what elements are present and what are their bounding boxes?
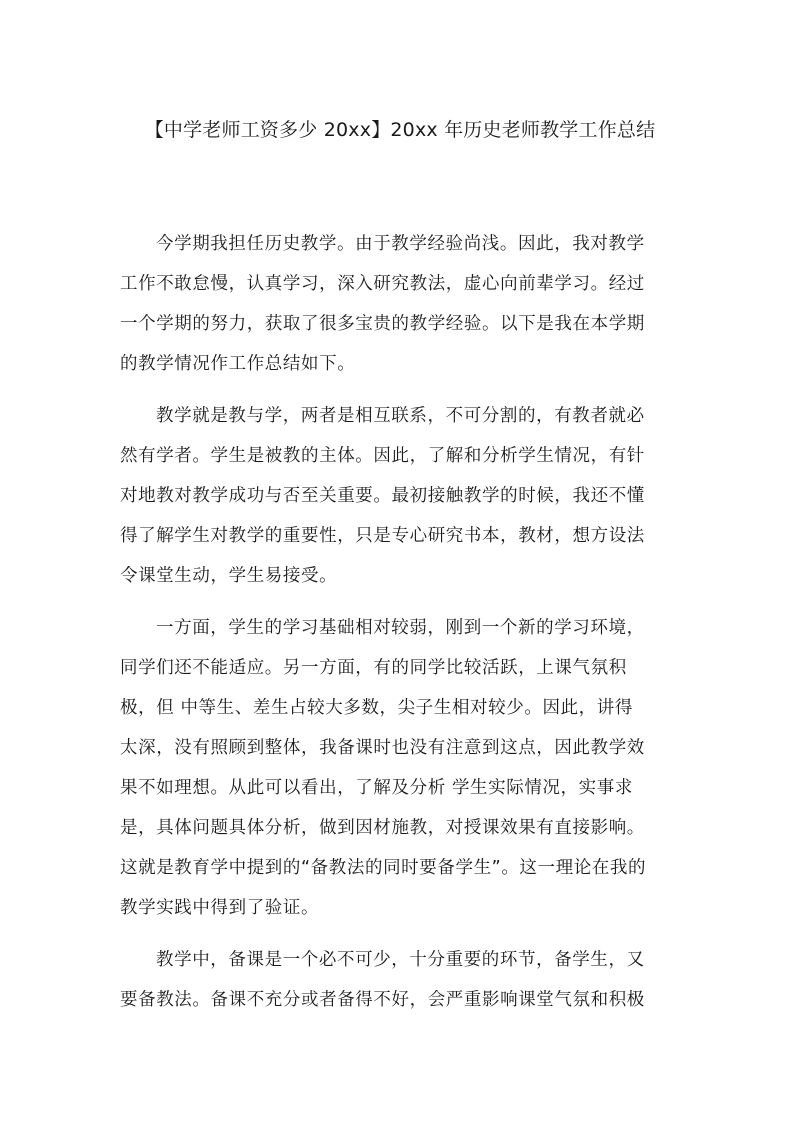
paragraph-line: 同学们还不能适应。另一方面，有的同学比较活跃，上课气氛积 [120,658,627,678]
paragraph-line: 工作不敢怠慢，认真学习，深入研究教法，虚心向前辈学习。经过 [120,274,645,294]
document-title: 【中学老师工资多少 20xx】20xx 年历史老师教学工作总结 [144,119,656,141]
paragraph-line: 一方面，学生的学习基础相对较弱，刚到一个新的学习环境， [156,618,645,638]
paragraph-2 [120,396,680,596]
paragraph-line: 得了解学生对教学的重要性，只是专心研究书本，教材，想方设法 [120,526,645,546]
paragraph-line: 教学实践中得到了验证。 [120,898,320,918]
paragraph-line: 教学就是教与学，两者是相互联系，不可分割的，有教者就必 [156,406,645,426]
paragraph-line: 对地教对教学成功与否至关重要。最初接触教学的时候，我还不懂 [120,486,645,506]
paragraph-line: 然有学者。学生是被教的主体。因此，了解和分析学生情况，有针 [120,446,645,466]
paragraph-line: 今学期我担任历史教学。由于教学经验尚浅。因此，我对教学 [156,234,645,254]
paragraph-line: 一个学期的努力，获取了很多宝贵的教学经验。以下是我在本学期 [120,314,645,334]
paragraph-line: 令课堂生动，学生易接受。 [120,566,338,586]
paragraph-line: 太深，没有照顾到整体，我备课时也没有注意到这点，因此教学效 [120,738,645,758]
paragraph-line: 的教学情况作工作总结如下。 [120,354,356,374]
paragraph-line: 教学中，备课是一个必不可少，十分重要的环节，备学生，又 [156,950,645,970]
paragraph-line: 极，但 中等生、差生占较大多数，尖子生相对较少。因此，讲得 [120,698,633,718]
document-body [120,224,680,1032]
paragraph-4 [120,940,680,1020]
paragraph-1 [120,224,680,384]
paragraph-line: 果不如理想。从此可以看出，了解及分析 学生实际情况，实事求 [120,778,633,798]
paragraph-3 [120,608,680,928]
paragraph-line: 是，具体问题具体分析，做到因材施教，对授课效果有直接影响。 [120,818,645,838]
paragraph-line: 这就是教育学中提到的“备教法的同时要备学生”。这一理论在我的 [120,858,647,878]
paragraph-line: 要备教法。备课不充分或者备得不好，会严重影响课堂气氛和积极 [120,990,645,1010]
